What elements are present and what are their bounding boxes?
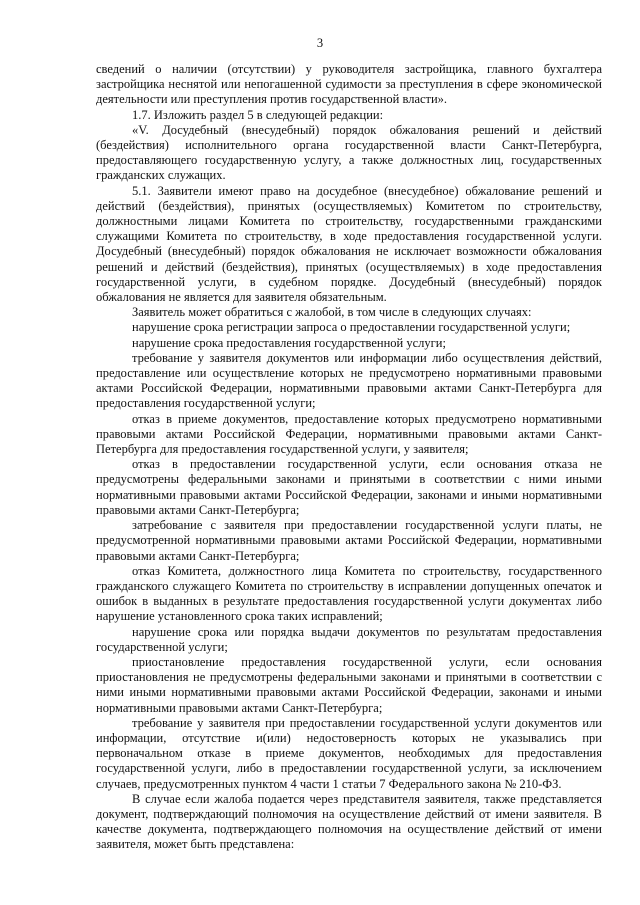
list-item: нарушение срока или порядка выдачи документов по результатам предоставления государственной услуги; (96, 624, 602, 654)
list-item: отказ Комитета, должностного лица Комитета по строительству, государственного гражданского служащего Комитета по строительству в исправлении допущенных опечаток и ошибок в выданных в результате предоставления государственной услуги документах либо нарушение установленного срока таких исправлений; (96, 563, 602, 624)
list-item: требование у заявителя документов или информации либо осуществления действий, предоставление или осуществление которых не предусмотрено нормативными правовыми актами Российской Федерации, нормативными правовыми актами Санкт-Петербурга для предоставления государственной услуги; (96, 350, 602, 411)
paragraph-clause-1-7: 1.7. Изложить раздел 5 в следующей редакции: (132, 107, 384, 122)
document-body (96, 62, 602, 853)
section-v-heading: «V. Досудебный (внесудебный) порядок обжалования решений и действий (бездействия) исполнительного органа государственной власти Санкт-Петербурга, предоставляющего государственную услугу, а также должностных лиц, государственных гражданских служащих. (96, 122, 602, 183)
list-item: приостановление предоставления государственной услуги, если основания приостановления не предусмотрены федеральными законами и принятыми в соответствии с ними иными нормативными правовыми актами Российской Федерации, законами и иными нормативными правовыми актами Санкт-Петербурга; (96, 654, 602, 715)
list-item: нарушение срока предоставления государственной услуги; (132, 335, 446, 350)
paragraph-complaint-cases-intro: Заявитель может обратиться с жалобой, в том числе в следующих случаях: (132, 305, 532, 320)
paragraph-representative: В случае если жалоба подается через представителя заявителя, также представляется документ, подтверждающий полномочия на осуществление действий от имени заявителя. В качестве документа, подтверждающего полномочия на осуществление действий от имени заявителя, может быть представлена: (96, 791, 602, 852)
list-item: затребование с заявителя при предоставлении государственной услуги платы, не предусмотренной нормативными правовыми актами Российской Федерации, нормативными правовыми актами Санкт-Петербурга; (96, 518, 602, 563)
list-item: требование у заявителя при предоставлении государственной услуги документов или информации, отсутствие и(или) недостоверность которых не указывались при первоначальном отказе в приеме документов, необходимых для предоставления государственной услуги, либо в предоставлении государственной услуги, за исключением случаев, предусмотренных пунктом 4 части 1 статьи 7 Федерального закона № 210-ФЗ. (96, 715, 602, 791)
paragraph-continuation: сведений о наличии (отсутствии) у руководителя застройщика, главного бухгалтера застройщика неснятой или непогашенной судимости за преступления в сфере экономической деятельности или преступления против государственной власти». (96, 62, 602, 107)
page-number: 3 (316, 36, 324, 50)
list-item: отказ в приеме документов, предоставление которых предусмотрено нормативными правовыми актами Российской Федерации, нормативными правовыми актами Санкт-Петербурга для предоставления государственной услуги, у заявителя; (96, 411, 602, 457)
list-item: нарушение срока регистрации запроса о предоставлении государственной услуги; (132, 320, 571, 335)
list-item: отказ в предоставлении государственной услуги, если основания отказа не предусмотрены федеральными законами и принятыми в соответствии с ними иными нормативными правовыми актами Российской Федерации, законами и иными нормативными правовыми актами Санкт-Петербурга; (96, 457, 602, 517)
paragraph-5-1: 5.1. Заявители имеют право на досудебное (внесудебное) обжалование решений и действий (бездействия), принятых (осуществляемых) Комитетом по строительству, должностными лицами Комитета по строительству, государственными гражданскими служащими Комитета по строительству, в ходе предоставления государственной услуги. Досудебный (внесудебный) порядок обжалования не исключает возможности обжалования решений и действий (бездействия), принятых (осуществляемых) в ходе предоставления государственной услуги, в судебном порядке. Досудебный (внесудебный) порядок обжалования не является для заявителя обязательным. (96, 183, 602, 305)
